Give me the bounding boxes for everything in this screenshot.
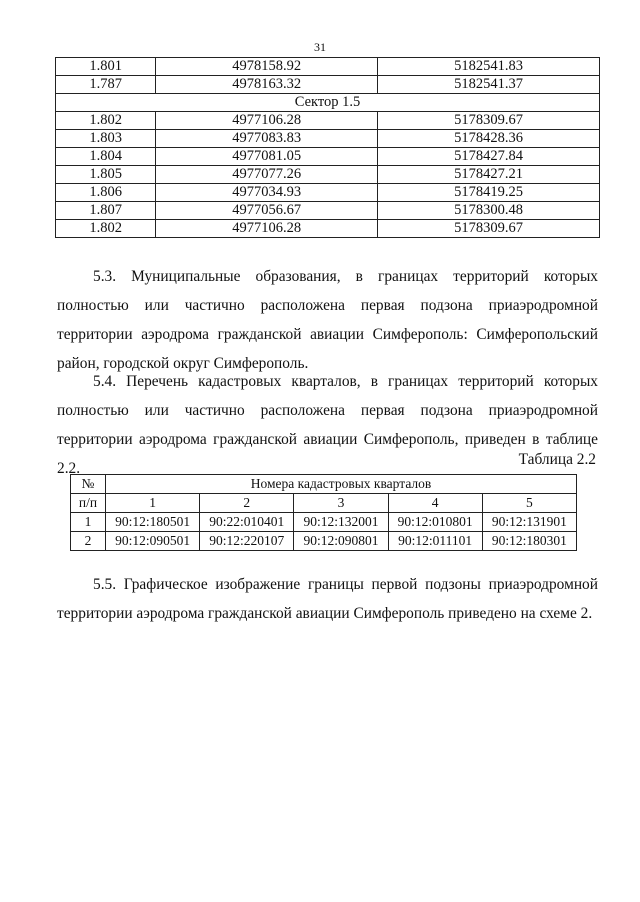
table-row (56, 76, 600, 94)
point-number: 1.807 (56, 202, 156, 220)
y-coordinate: 5178419.25 (378, 184, 600, 202)
coordinates-table-body (56, 58, 600, 238)
table-row (56, 184, 600, 202)
col-header: 4 (388, 494, 482, 513)
y-coordinate: 5178309.67 (378, 112, 600, 130)
table-row (71, 532, 577, 551)
table-cell: 90:22:010401 (200, 513, 294, 532)
point-number: 1.806 (56, 184, 156, 202)
table-row (56, 112, 600, 130)
col-header: 3 (294, 494, 388, 513)
table-row (56, 58, 600, 76)
table-caption: Таблица 2.2 (518, 451, 596, 468)
x-coordinate: 4977081.05 (156, 148, 378, 166)
y-coordinate: 5178427.21 (378, 166, 600, 184)
table-cell: 90:12:011101 (388, 532, 482, 551)
table-row (56, 202, 600, 220)
table-cell: 90:12:010801 (388, 513, 482, 532)
y-coordinate: 5178300.48 (378, 202, 600, 220)
page-number: 31 (314, 40, 326, 54)
coordinates-table (55, 57, 600, 238)
point-number: 1.801 (56, 58, 156, 76)
table-row (56, 166, 600, 184)
x-coordinate: 4977077.26 (156, 166, 378, 184)
point-number: 1.803 (56, 130, 156, 148)
y-coordinate: 5182541.37 (378, 76, 600, 94)
cadastral-quarters-table-body (71, 475, 577, 551)
paragraph-5-5-text: 5.5. Графическое изображение границы первой подзоны приаэродромной территории аэродрома гражданской авиации Симферополь приведено на схеме 2. (57, 576, 598, 622)
table-cell: 90:12:090501 (106, 532, 200, 551)
y-coordinate: 5178427.84 (378, 148, 600, 166)
paragraph-5-4 (57, 367, 598, 483)
paragraph-5-3-text: 5.3. Муниципальные образования, в границах территорий которых полностью или частично расположена первая подзона приаэродромной территории аэродрома гражданской авиации Симферополь: Симферопольский район, городской округ Симферополь. (57, 268, 598, 372)
table-cell: 90:12:090801 (294, 532, 388, 551)
col-header: 1 (106, 494, 200, 513)
paragraph-5-4-text: 5.4. Перечень кадастровых кварталов, в границах территорий которых полностью или частично расположена первая подзона приаэродромной территории аэродрома гражданской авиации Симферополь, приведен в таблице 2.2. (57, 373, 598, 477)
y-coordinate: 5178309.67 (378, 220, 600, 238)
cadastral-quarters-table (70, 474, 577, 551)
table-cell: 90:12:180301 (482, 532, 576, 551)
col-header: 5 (482, 494, 576, 513)
group-header: Номера кадастровых кварталов (106, 475, 577, 494)
paragraph-5-3 (57, 262, 598, 378)
y-coordinate: 5182541.83 (378, 58, 600, 76)
point-number: 1.787 (56, 76, 156, 94)
x-coordinate: 4977083.83 (156, 130, 378, 148)
table-cell: 90:12:132001 (294, 513, 388, 532)
sector-row (56, 94, 600, 112)
table-cell: 90:12:220107 (200, 532, 294, 551)
y-coordinate: 5178428.36 (378, 130, 600, 148)
table-row (56, 148, 600, 166)
x-coordinate: 4977106.28 (156, 220, 378, 238)
x-coordinate: 4977056.67 (156, 202, 378, 220)
table-row (56, 220, 600, 238)
num-header-bottom: п/п (71, 494, 106, 513)
table-subheader-row (71, 494, 577, 513)
col-header: 2 (200, 494, 294, 513)
table-cell: 90:12:131901 (482, 513, 576, 532)
table-row (71, 513, 577, 532)
x-coordinate: 4977034.93 (156, 184, 378, 202)
table-header-row (71, 475, 577, 494)
point-number: 1.802 (56, 112, 156, 130)
row-number: 2 (71, 532, 106, 551)
point-number: 1.805 (56, 166, 156, 184)
x-coordinate: 4978158.92 (156, 58, 378, 76)
point-number: 1.802 (56, 220, 156, 238)
table-cell: 90:12:180501 (106, 513, 200, 532)
point-number: 1.804 (56, 148, 156, 166)
x-coordinate: 4978163.32 (156, 76, 378, 94)
paragraph-5-5 (57, 570, 598, 628)
x-coordinate: 4977106.28 (156, 112, 378, 130)
num-header-top: № (71, 475, 106, 494)
sector-label: Сектор 1.5 (56, 94, 600, 112)
table-row (56, 130, 600, 148)
row-number: 1 (71, 513, 106, 532)
